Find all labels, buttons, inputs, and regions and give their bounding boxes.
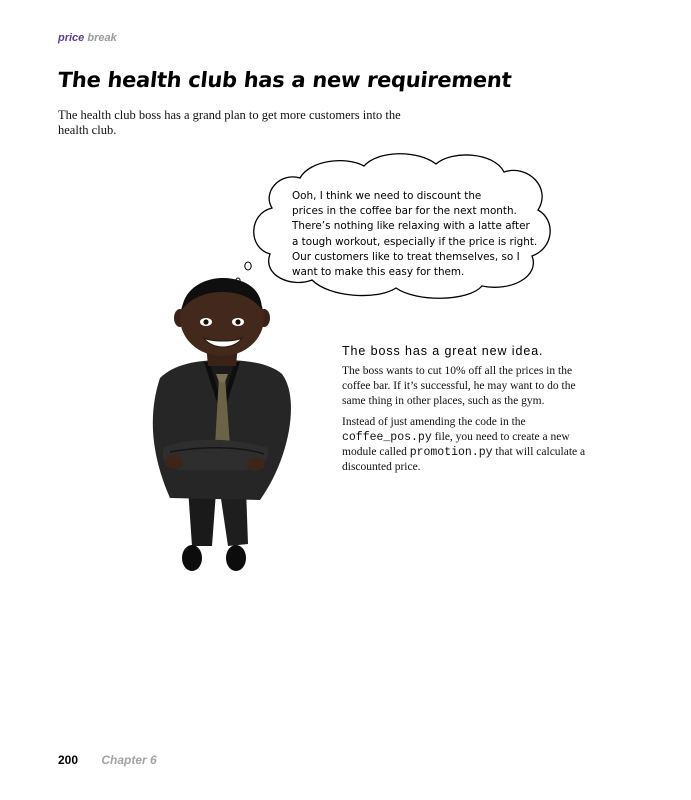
speech-bubble-text [292,189,542,280]
sidebar-text: Instead of just amending the code in the [342,416,526,428]
sidebar-heading-period: . [539,344,544,358]
sidebar-heading-text: The boss has a great new idea [342,344,540,358]
businessman-illustration [140,278,315,578]
intro-paragraph: The health club boss has a grand plan to get more customers into the health club. [58,108,401,137]
bubble-line: a tough workout, especially if the price is right. [292,235,538,248]
bubble-line: Our customers like to treat themselves, so I [292,250,520,263]
running-head-section: price [58,32,85,44]
sidebar-paragraph-1: The boss wants to cut 10% off all the prices in the coffee bar. If it’s successful, he may want to do the same thing in other places, such as the gym. [342,365,576,407]
code-filename: coffee_pos.py [342,431,432,444]
sidebar-text: file, you need to create a new module called [342,431,570,458]
page-title: The health club has a new requirement [56,68,513,92]
code-module-name: promotion.py [409,446,493,459]
bubble-line: There’s nothing like relaxing with a latte after [292,220,530,233]
page-footer [58,753,157,767]
bubble-line: want to make this easy for them. [292,266,465,279]
chapter-label: Chapter 6 [101,753,157,767]
page-number: 200 [58,753,79,767]
bubble-line: prices in the coffee bar for the next month. [292,205,517,218]
running-head-subsection: break [87,32,117,44]
bubble-line: Ooh, I think we need to discount the [292,190,482,202]
sidebar-paragraph-2 [342,415,592,475]
sidebar-text: that will calculate a discounted price. [342,446,586,473]
sidebar-heading [342,344,592,358]
sidebar-note [342,344,592,481]
